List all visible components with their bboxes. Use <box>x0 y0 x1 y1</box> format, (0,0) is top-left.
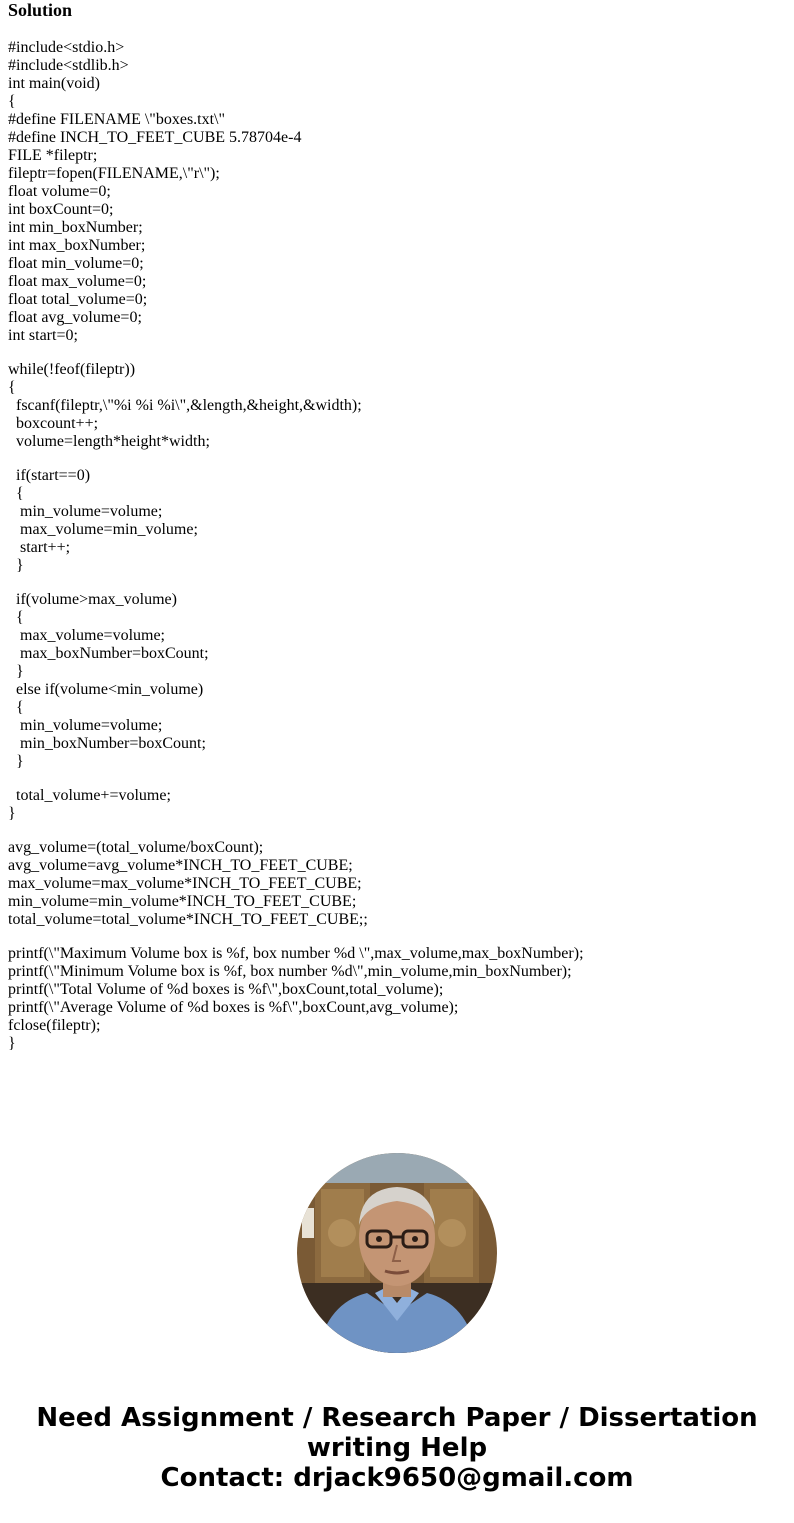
code-line: volume=length*height*width; <box>8 433 210 450</box>
code-line: float total_volume=0; <box>8 291 148 308</box>
code-line: if(start==0) <box>8 467 91 484</box>
code-line: { <box>8 609 24 626</box>
code-line: max_volume=max_volume*INCH_TO_FEET_CUBE; <box>8 875 362 892</box>
code-line: float max_volume=0; <box>8 273 147 290</box>
code-line: fscanf(fileptr,\"%i %i %i\",&length,&height,&width); <box>8 397 362 414</box>
code-line: boxcount++; <box>8 415 99 432</box>
code-line: min_volume=min_volume*INCH_TO_FEET_CUBE; <box>8 893 357 910</box>
code-blank-line <box>8 823 778 839</box>
author-portrait-image <box>297 1153 497 1353</box>
code-line: #define INCH_TO_FEET_CUBE 5.78704e-4 <box>8 129 302 146</box>
code-line: int boxCount=0; <box>8 201 114 218</box>
code-line: int max_boxNumber; <box>8 237 146 254</box>
code-line: { <box>8 93 16 110</box>
code-line: max_volume=volume; <box>8 627 165 644</box>
code-line: { <box>8 699 24 716</box>
code-line: int start=0; <box>8 327 78 344</box>
code-line: { <box>8 379 16 396</box>
code-blank-line <box>8 929 778 945</box>
code-line: min_volume=volume; <box>8 717 163 734</box>
code-line: max_boxNumber=boxCount; <box>8 645 209 662</box>
code-line: printf(\"Total Volume of %d boxes is %f\",boxCount,total_volume); <box>8 981 444 998</box>
page-heading: Solution <box>8 0 73 20</box>
code-line: int main(void) <box>8 75 100 92</box>
code-line: } <box>8 753 24 770</box>
code-line: FILE *fileptr; <box>8 147 98 164</box>
code-line: float min_volume=0; <box>8 255 144 272</box>
code-line: avg_volume=avg_volume*INCH_TO_FEET_CUBE; <box>8 857 353 874</box>
code-line: } <box>8 805 16 822</box>
code-line: } <box>8 557 24 574</box>
code-line: total_volume=total_volume*INCH_TO_FEET_CUBE;; <box>8 911 368 928</box>
code-line: printf(\"Average Volume of %d boxes is %f\",boxCount,avg_volume); <box>8 999 459 1016</box>
code-line: #include<stdio.h> <box>8 39 125 56</box>
code-blank-line <box>8 771 778 787</box>
code-line: #include<stdlib.h> <box>8 57 129 74</box>
code-line: } <box>8 1035 16 1052</box>
code-line: float avg_volume=0; <box>8 309 142 326</box>
author-avatar <box>297 1153 497 1353</box>
code-blank-line <box>8 345 778 361</box>
code-blank-line <box>8 575 778 591</box>
code-line: float volume=0; <box>8 183 111 200</box>
contact-banner <box>0 1403 794 1493</box>
code-line: max_volume=min_volume; <box>8 521 198 538</box>
code-line: fileptr=fopen(FILENAME,\"r\"); <box>8 165 220 182</box>
code-line: #define FILENAME \"boxes.txt\" <box>8 111 226 128</box>
code-line: min_volume=volume; <box>8 503 163 520</box>
code-line: int min_boxNumber; <box>8 219 143 236</box>
code-line: if(volume>max_volume) <box>8 591 177 608</box>
code-line: total_volume+=volume; <box>8 787 171 804</box>
banner-line-2: writing Help <box>306 1433 488 1463</box>
code-blank-line <box>8 451 778 467</box>
code-line: } <box>8 663 24 680</box>
code-line: fclose(fileptr); <box>8 1017 101 1034</box>
banner-line-1: Need Assignment / Research Paper / Dissertation <box>36 1403 758 1433</box>
code-line: avg_volume=(total_volume/boxCount); <box>8 839 264 856</box>
code-line: printf(\"Maximum Volume box is %f, box number %d \",max_volume,max_boxNumber); <box>8 945 584 962</box>
code-line: while(!feof(fileptr)) <box>8 361 136 378</box>
code-line: { <box>8 485 24 502</box>
contact-email: Contact: drjack9650@gmail.com <box>160 1463 634 1493</box>
code-line: printf(\"Minimum Volume box is %f, box number %d\",min_volume,min_boxNumber); <box>8 963 572 980</box>
code-line: else if(volume<min_volume) <box>8 681 204 698</box>
code-line: start++; <box>8 539 71 556</box>
code-listing <box>8 39 778 1053</box>
code-line: min_boxNumber=boxCount; <box>8 735 206 752</box>
